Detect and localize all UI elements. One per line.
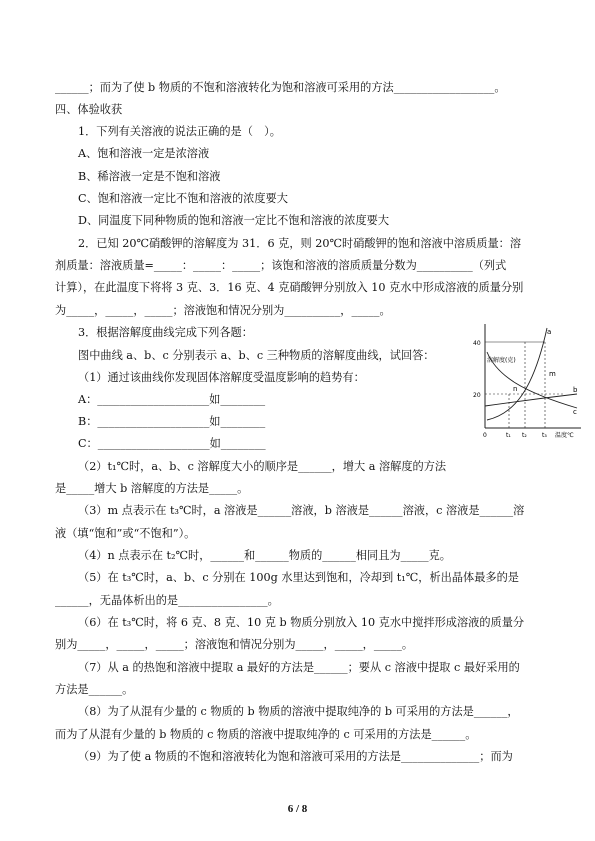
x-tick-t3: t₃ bbox=[542, 432, 547, 439]
sub-question-7: （7）从 a 的热饱和溶液中提取 a 最好的方法是______；要从 c 溶液中提取 c 最好采用的 bbox=[78, 661, 520, 674]
answer-line-b: B：____________________如________ bbox=[78, 415, 266, 428]
curve-label-c: c bbox=[573, 408, 577, 416]
answer-line-c: C：____________________如________ bbox=[78, 437, 266, 450]
text-line: 图中曲线 a、b、c 分别表示 a、b、c 三种物质的溶解度曲线，试回答： bbox=[78, 349, 435, 362]
text-line: 是_____增大 b 溶解度的方法是_____。 bbox=[55, 482, 249, 495]
text-line: 方法是______。 bbox=[55, 683, 134, 696]
sub-question-6: （6）在 t₃℃时，将 6 克、8 克、10 克 b 物质分别放入 10 克水中搅拌形成溶液的质量分 bbox=[78, 616, 525, 629]
sub-question-4: （4）n 点表示在 t₂℃时，______和______物质的______相同且为_____克。 bbox=[78, 549, 451, 562]
text-line: 液（填“饱和”或“不饱和”）。 bbox=[55, 527, 196, 540]
option-d: D、同温度下同种物质的饱和溶液一定比不饱和溶液的浓度要大 bbox=[78, 214, 390, 227]
option-a: A、饱和溶液一定是浓溶液 bbox=[78, 147, 210, 160]
curve-label-b: b bbox=[573, 386, 578, 394]
curve-label-a: a bbox=[547, 328, 552, 336]
question-1: 1．下列有关溶液的说法正确的是（ ）。 bbox=[78, 125, 281, 138]
y-tick-20: 20 bbox=[473, 392, 481, 399]
point-label-m: m bbox=[549, 370, 556, 378]
y-axis-label: 溶解度(克) bbox=[487, 357, 516, 364]
question-3: 3．根据溶解度曲线完成下列各题： bbox=[78, 326, 253, 339]
text-line: 而为了从混有少量的 b 物质的 c 物质的溶液中提取纯净的 c 可采用的方法是______。 bbox=[55, 728, 477, 741]
x-axis-label: 温度℃ bbox=[555, 432, 574, 439]
text-line: ______，无晶体析出的是________________。 bbox=[55, 594, 279, 607]
sub-question-3: （3）m 点表示在 t₃℃时，a 溶液是______溶液，b 溶液是______溶液，c 溶液是______溶 bbox=[78, 504, 525, 517]
sub-question-1: （1）通过该曲线你发现固体溶解度受温度影响的趋势有： bbox=[78, 371, 365, 384]
x-tick-t2: t₂ bbox=[522, 432, 527, 439]
point-label-n: n bbox=[513, 385, 518, 393]
y-tick-40: 40 bbox=[473, 340, 481, 347]
option-b: B、稀溶液一定是不饱和溶液 bbox=[78, 170, 221, 183]
text-line: ______；而为了使 b 物质的不饱和溶液转化为饱和溶液可采用的方法__________________。 bbox=[55, 81, 506, 94]
text-line: 计算），在此温度下将将 3 克、3．16 克、4 克硝酸钾分别放入 10 克水中形成溶液的质量分别 bbox=[55, 281, 524, 294]
solubility-curve-figure bbox=[473, 322, 583, 440]
text-line: 为_____，_____，_____；溶液饱和情况分别为__________，_____。 bbox=[55, 304, 391, 317]
answer-line-a: A：____________________如________ bbox=[78, 393, 266, 406]
page-number: 6 / 8 bbox=[287, 803, 308, 815]
section-heading: 四、体验收获 bbox=[55, 103, 123, 116]
sub-question-2: （2）t₁℃时，a、b、c 溶解度大小的顺序是______，增大 a 溶解度的方法 bbox=[78, 460, 447, 473]
option-c: C、饱和溶液一定比不饱和溶液的浓度要大 bbox=[78, 192, 288, 205]
sub-question-9: （9）为了使 a 物质的不饱和溶液转化为饱和溶液可采用的方法是______________；而为 bbox=[78, 750, 513, 763]
sub-question-8: （8）为了从混有少量的 c 物质的 b 物质的溶液中提取纯净的 b 可采用的方法是______， bbox=[78, 705, 519, 718]
question-2: 2．已知 20℃硝酸钾的溶解度为 31．6 克，则 20℃时硝酸钾的饱和溶液中溶质质量：溶 bbox=[78, 237, 522, 250]
sub-question-5: （5）在 t₃℃时，a、b、c 分别在 100g 水里达到饱和，冷却到 t₁℃，析出晶体最多的是 bbox=[78, 571, 519, 584]
text-line: 剂质量：溶液质量=_____：_____：_____；该饱和溶液的溶质质量分数为__________（列式 bbox=[55, 259, 507, 272]
x-tick-0: 0 bbox=[483, 432, 487, 439]
text-line: 别为_____，_____，_____；溶液饱和情况分别为_____，_____，_____。 bbox=[55, 638, 414, 651]
x-tick-t1: t₁ bbox=[506, 432, 511, 439]
